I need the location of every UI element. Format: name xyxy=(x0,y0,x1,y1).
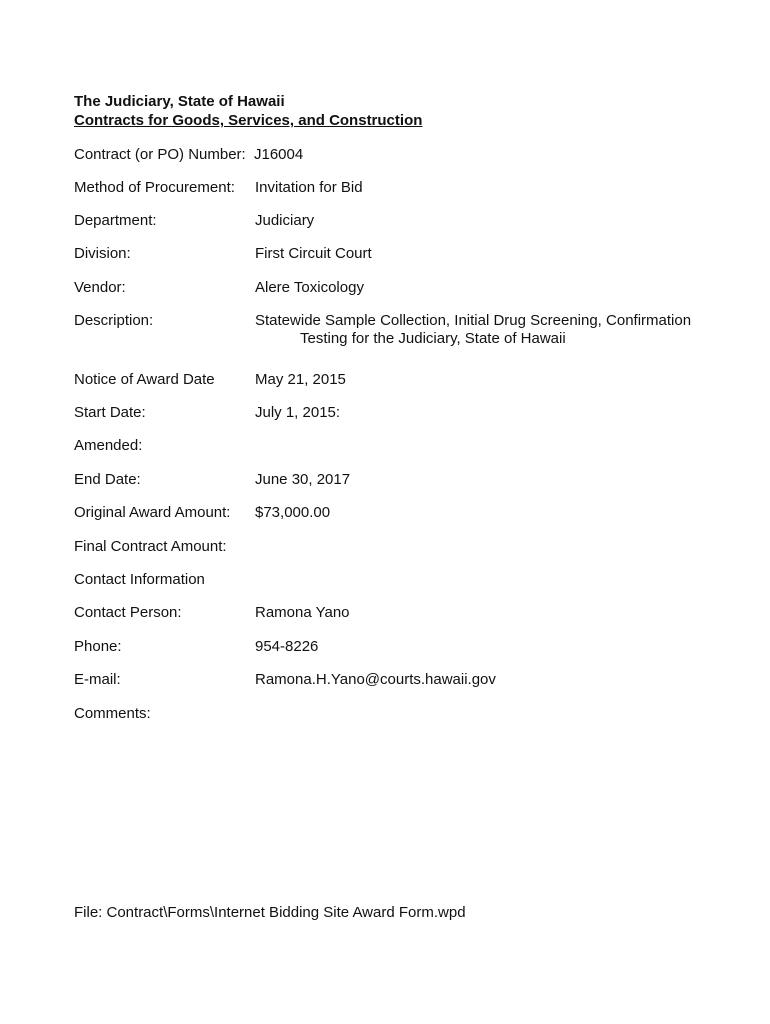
phone-label: Phone: xyxy=(74,638,122,655)
vendor-value: Alere Toxicology xyxy=(255,279,364,296)
division-label: Division: xyxy=(74,245,131,262)
notice-of-award-value: May 21, 2015 xyxy=(255,371,346,388)
start-date-value: July 1, 2015: xyxy=(255,404,341,421)
final-contract-label: Final Contract Amount: xyxy=(74,538,227,555)
original-award-label: Original Award Amount: xyxy=(74,504,231,521)
contact-person-value: Ramona Yano xyxy=(255,604,350,621)
contract-number-value: J16004 xyxy=(254,146,304,163)
start-date-label: Start Date: xyxy=(74,404,146,421)
document-title: The Judiciary, State of Hawaii xyxy=(74,93,285,110)
end-date-label: End Date: xyxy=(74,471,141,488)
description-value-line2: Testing for the Judiciary, State of Hawaii xyxy=(300,330,566,347)
department-value: Judiciary xyxy=(255,212,315,229)
end-date-value: June 30, 2017 xyxy=(255,471,351,488)
department-label: Department: xyxy=(74,212,157,229)
email-value: Ramona.H.Yano@courts.hawaii.gov xyxy=(255,671,496,688)
comments-label: Comments: xyxy=(74,705,151,722)
contact-information-heading: Contact Information xyxy=(74,571,205,588)
description-value-line1: Statewide Sample Collection, Initial Drug Screening, Confirmation xyxy=(255,312,692,329)
file-path-footer: File: Contract\Forms\Internet Bidding Site Award Form.wpd xyxy=(74,904,466,921)
email-label: E-mail: xyxy=(74,671,121,688)
procurement-method-label: Method of Procurement: xyxy=(74,179,235,196)
contact-person-label: Contact Person: xyxy=(74,604,182,621)
amended-label: Amended: xyxy=(74,437,143,454)
procurement-method-value: Invitation for Bid xyxy=(255,179,363,196)
division-value: First Circuit Court xyxy=(255,245,372,262)
description-label: Description: xyxy=(74,312,154,329)
vendor-label: Vendor: xyxy=(74,279,126,296)
notice-of-award-label: Notice of Award Date xyxy=(74,371,215,388)
original-award-value: $73,000.00 xyxy=(255,504,331,521)
contract-number-label: Contract (or PO) Number: xyxy=(74,146,246,163)
document-subtitle: Contracts for Goods, Services, and Construction xyxy=(74,112,423,129)
phone-value: 954-8226 xyxy=(255,638,319,655)
